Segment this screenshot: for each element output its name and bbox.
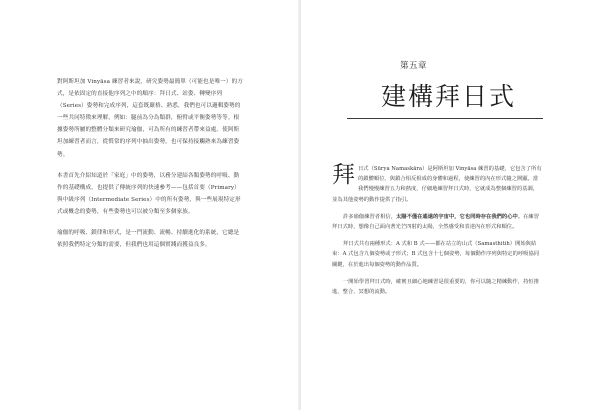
right-page-body	[332, 164, 543, 304]
drop-cap: 拜	[332, 162, 355, 188]
left-page	[0, 0, 299, 410]
intro-text: 日式（Sūrya Namaskāra）是阿斯坦加 Vinyāsa 練習的基礎，它包含了所有的鎖體順位、與鎖合相反相成的身體和過程，使練習的內在形式隨之開顯。當我們慢慢練習五力和熱度，仔細地練習拜日式時，它就成為整個練習的基調，並為其他姿勢的動作提供了指引。	[332, 166, 542, 203]
intro-paragraph	[332, 164, 543, 205]
chapter-label: 第五章	[400, 61, 428, 71]
right-paragraph-4: 一開始學習拜日式時，確實且細心地練習是很重要的，你可以隨之精練動作，持恒推進，整合，冥想的流動。	[332, 278, 539, 296]
left-paragraph-3: 瑜伽的呼吸、鎖律和形式，是一門流動、流暢、持續進化的系統，它總是依照我們特定分類的需要，但我們也用這個實踐而獲益良多。	[57, 230, 240, 249]
p2-before: 許多瑜伽練習者相信，	[343, 213, 396, 220]
chapter-title: 建構拜日式	[381, 82, 517, 111]
left-paragraph-1: 對阿斯坦加 Vinyāsa 練習者來說，研究姿勢最簡單（可能也是唯一）的方式，是依固定的直接他序列之中的順序：拜日式、站姿、轉變序列（Series）姿勢和完成序列，這套既嚴格、熟悉，我們也可以邏輯姿勢的一些共同特徵來理解，例如：腿前為分為類群，俯臂或平衡姿勢等等。根據姿勢所屬的整體分類來研究瑜伽，可為所有的練習者帶來益處。使阿斯坦加練習者而言，從慣常的序列中抽出姿勢，也可保持接觸熟來為練習姿勢。	[57, 79, 243, 158]
title-rule	[347, 118, 543, 119]
right-paragraph-3: 拜日式共有兩種形式：A 式和 B 式——都在站立的山式（Samasthitih）開始與結束：A 式包含九個姿勢或子形式；B 式包含十七個姿勢，每個動作序列與特定的呼吸協同關鍵，在於進出每個姿勢的動作品質。	[332, 241, 540, 268]
left-page-body	[57, 76, 243, 260]
right-paragraph-2	[332, 212, 543, 232]
p2-emphasis: 太陽不僅在遙遠的宇宙中，它也同時存在我們的心中	[395, 213, 518, 220]
p2-after: 。在練習拜日式時，想像自己面向著光芒四射的太陽，全然感受和表達內在形式和順位。	[332, 213, 540, 231]
left-paragraph-2: 本書首先介紹知道於「家庭」中的姿勢，以務分建結各類姿勢的呼吸、動作的基礎構成，也提供了傳統序列的快速參考——包括首要（Primary）與中級序列（Intermediate Series）中的所有姿勢，與一些展現特定形式或概念的姿勢，有些姿勢也可以被分類至多個家族。	[57, 172, 241, 215]
